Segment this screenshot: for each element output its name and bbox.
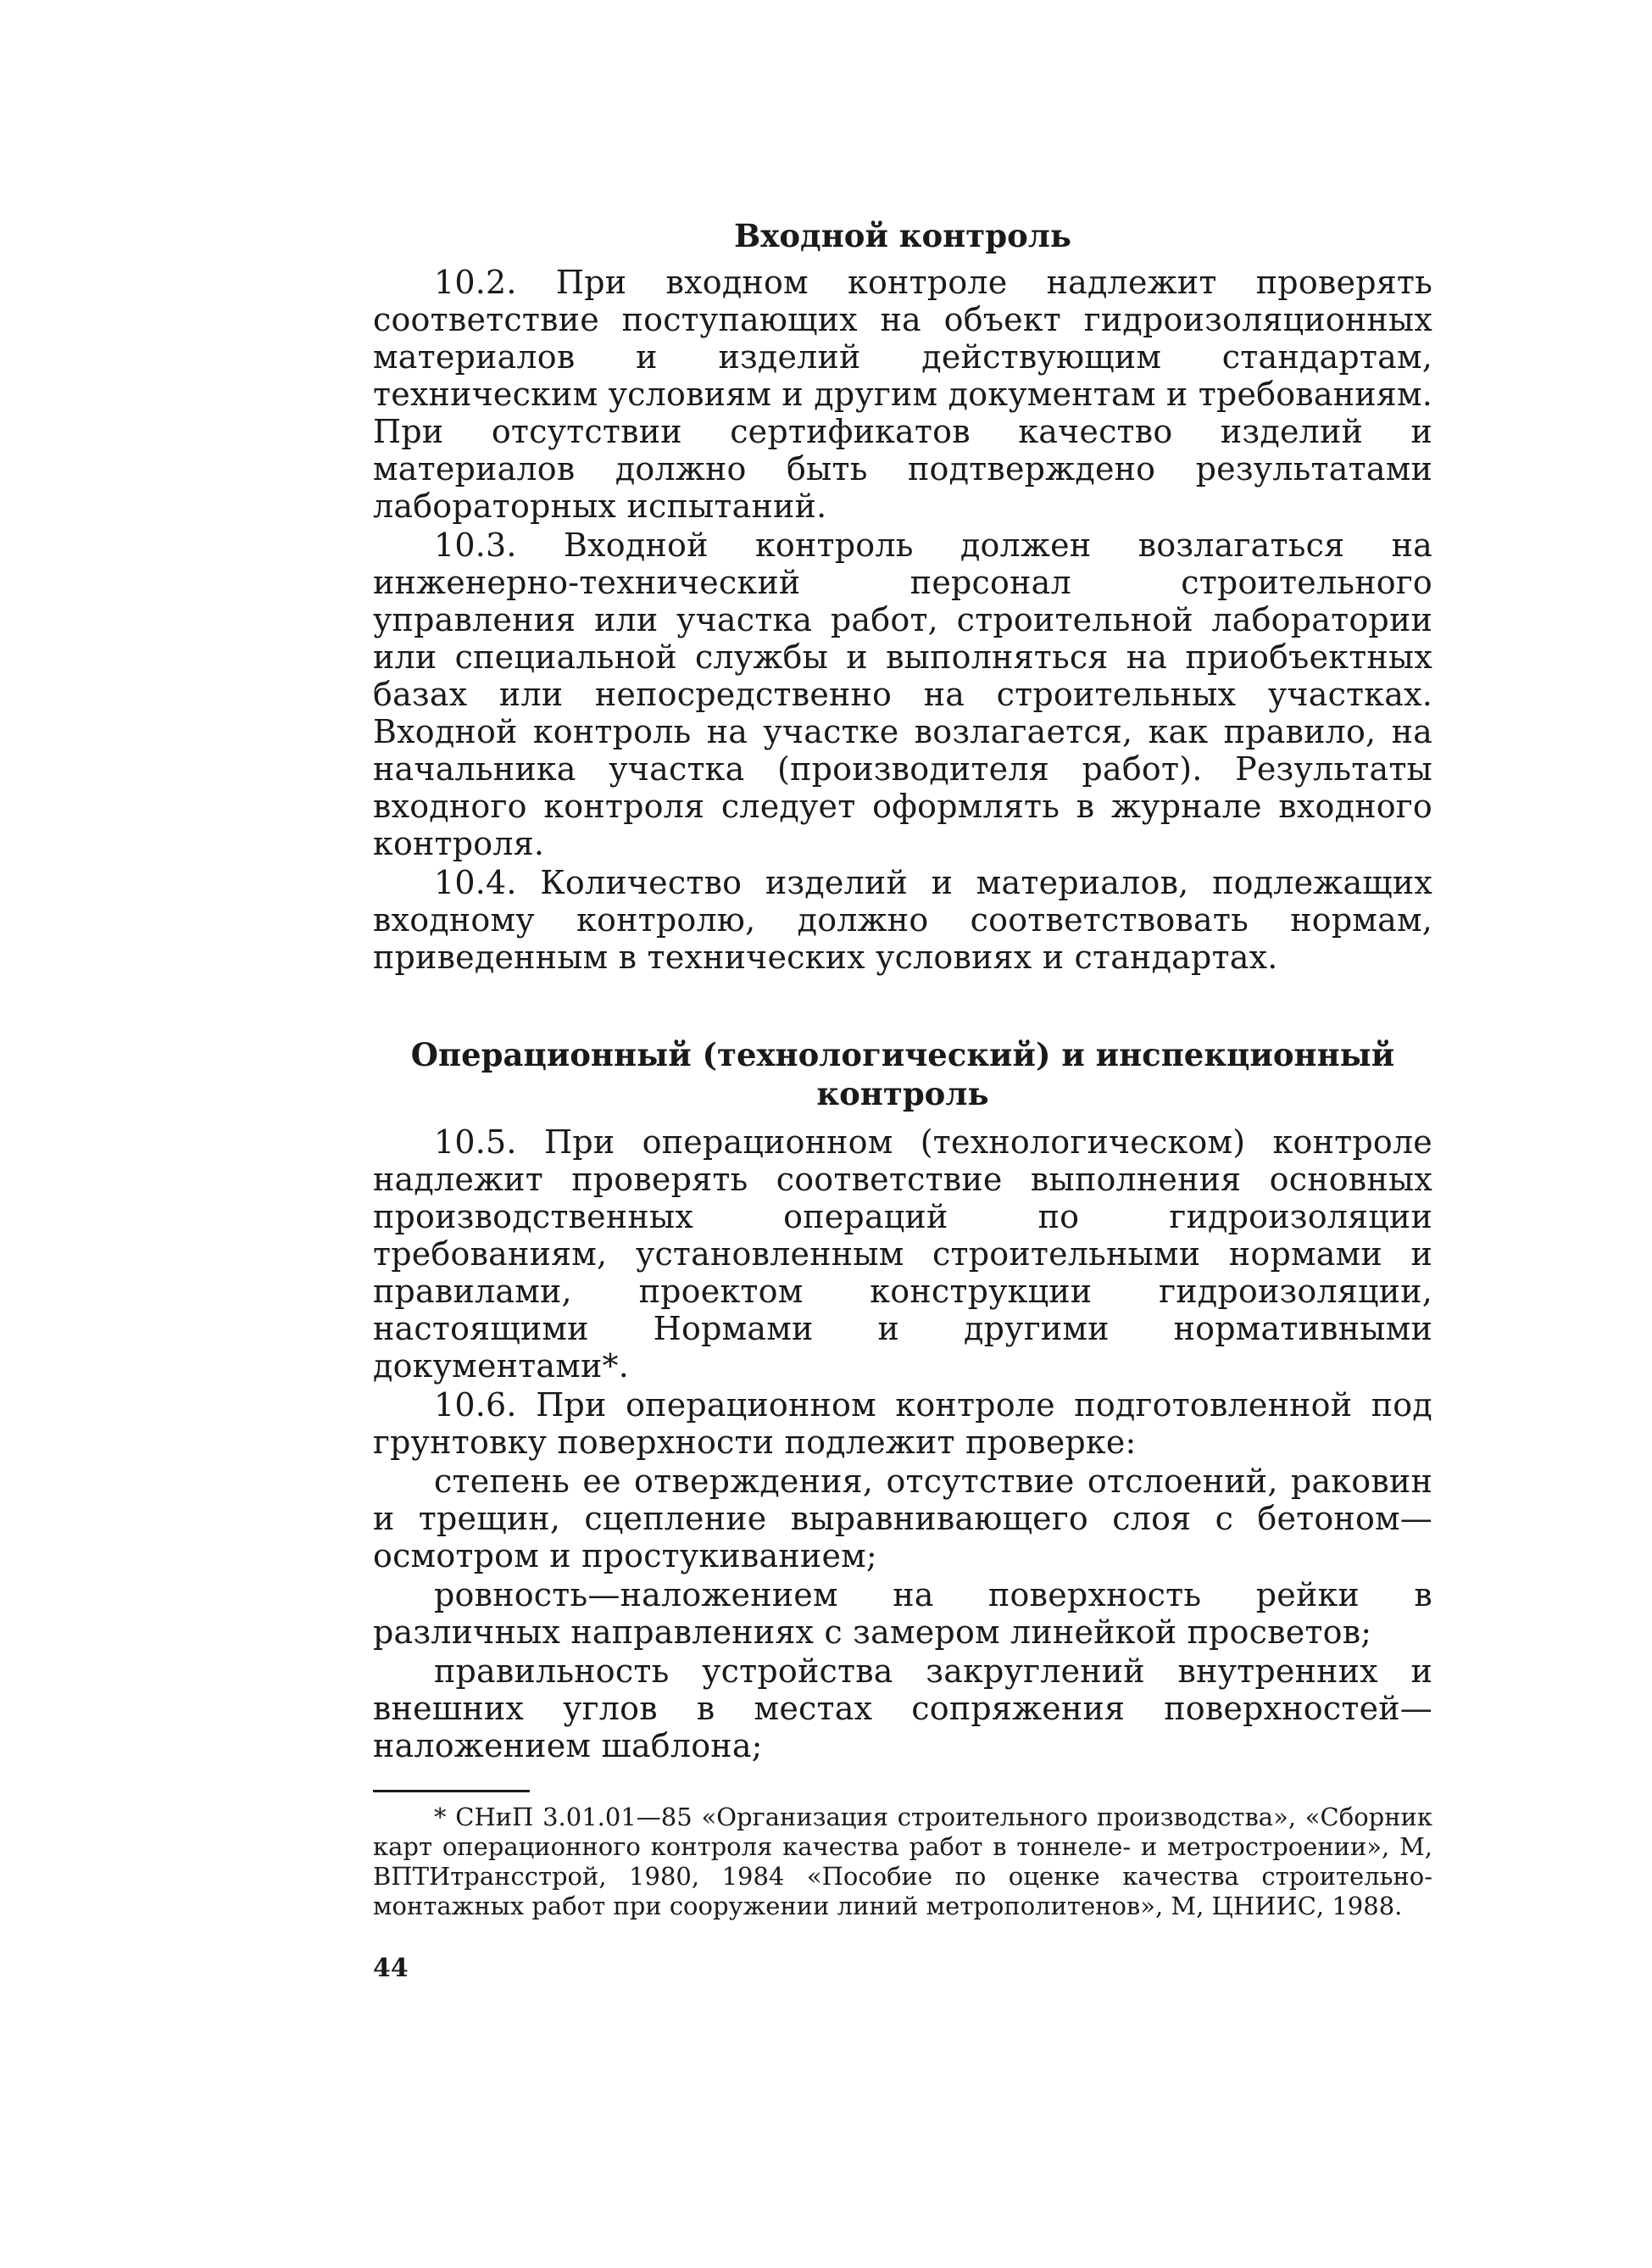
paragraph-10-2: 10.2. При входном контроле надлежит проверять соответствие поступающих на объект гидроизоляционных материалов и изделий действующим стандартам, техническим условиям и другим документам и требованиям. При отсутствии сертификатов качество изделий и материалов должно быть подтверждено результатами лабораторных испытаний. — [373, 264, 1432, 525]
list-item-corners: правильность устройства закруглений внутренних и внешних углов в местах сопряжения поверхностей—наложением шаблона; — [373, 1652, 1432, 1764]
footnote-divider — [373, 1790, 530, 1792]
page-number: 44 — [373, 1953, 409, 1983]
section-heading-input-control: Входной контроль — [734, 217, 1071, 254]
list-item-curing: степень ее отверждения, отсутствие отслоений, раковин и трещин, сцепление выравнивающего слоя с бетоном—осмотром и простукиванием; — [373, 1463, 1432, 1574]
paragraph-10-5: 10.5. При операционном (технологическом) контроле надлежит проверять соответствие выполнения основных производственных операций по гидроизоляции требованиям, установленным строительными нормами и правилами, проектом конструкции гидроизоляции, настоящими Нормами и другими нормативными документами*. — [373, 1123, 1432, 1385]
paragraph-10-3: 10.3. Входной контроль должен возлагаться на инженерно-технический персонал строительного управления или участка работ, строительной лаборатории или специальной службы и выполняться на приобъектных базах или непосредственно на строительных участках. Входной контроль на участке возлагается, как правило, на начальника участка (производителя работ). Результаты входного контроля следует оформлять в журнале входного контроля. — [373, 527, 1432, 862]
section-heading-operational-control: Операционный (технологический) и инспекционный контроль — [410, 1036, 1395, 1112]
paragraph-10-4: 10.4. Количество изделий и материалов, подлежащих входному контролю, должно соответствовать нормам, приведенным в технических условиях и стандартах. — [373, 864, 1432, 976]
document-page — [373, 216, 1432, 1983]
list-item-flatness: ровность—наложением на поверхность рейки в различных направлениях с замером линейкой просветов; — [373, 1576, 1432, 1651]
paragraph-10-6: 10.6. При операционном контроле подготовленной под грунтовку поверхности подлежит проверке: — [373, 1386, 1432, 1461]
footnote: * СНиП 3.01.01—85 «Организация строительного производства», «Сборник карт операционного контроля качества работ в тоннеле- и метростроении», М, ВПТИтрансстрой, 1980, 1984 «Пособие по оценке качества строительно-монтажных работ при сооружении линий метрополитенов», М, ЦНИИС, 1988. — [373, 1803, 1432, 1920]
